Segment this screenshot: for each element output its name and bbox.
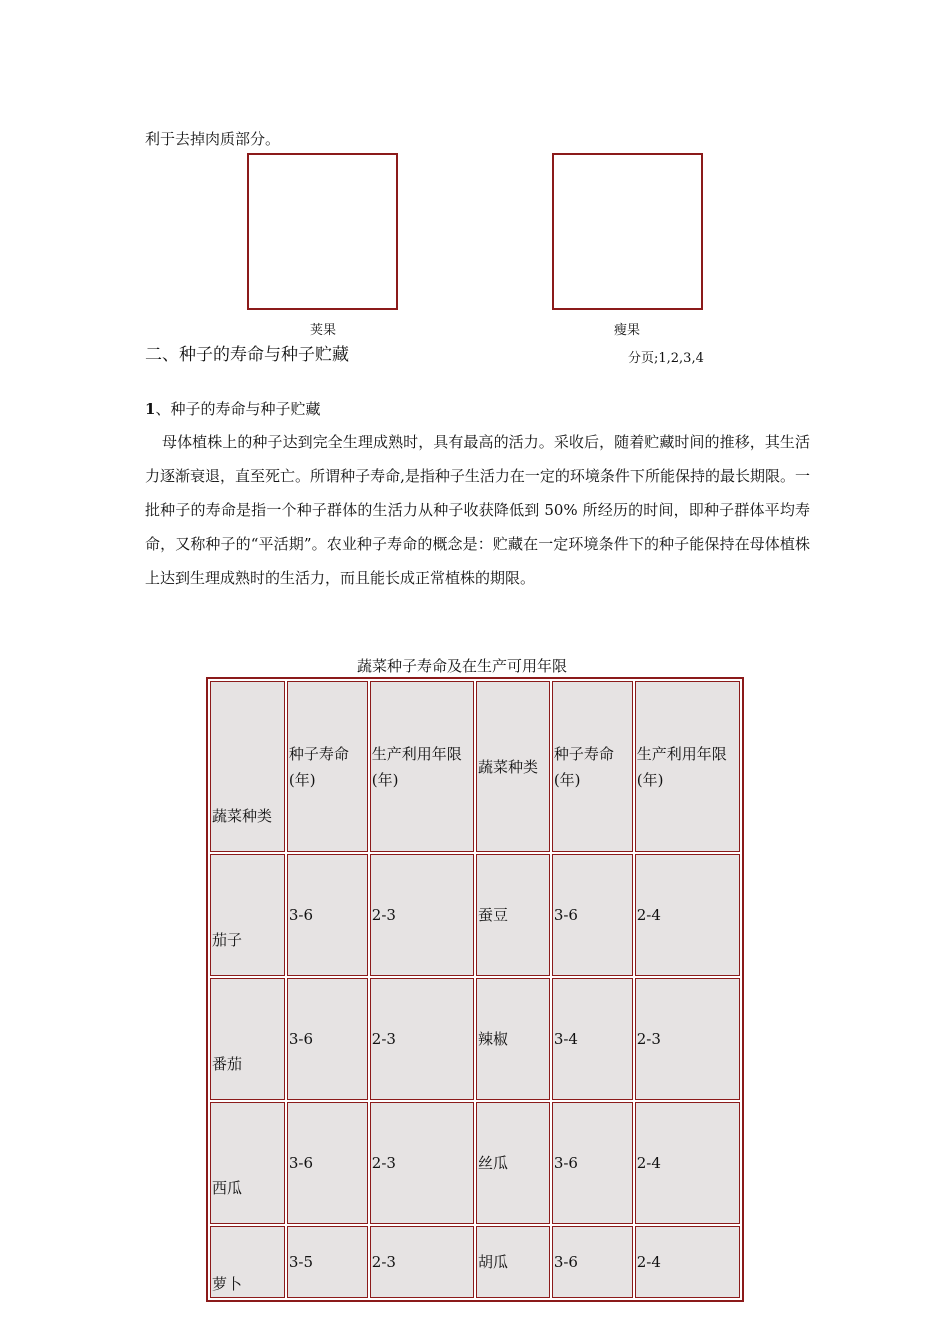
table-cell: 3-6 — [552, 1102, 633, 1224]
table-cell: 番茄 — [210, 978, 285, 1100]
table-cell: 2-3 — [635, 978, 740, 1100]
subheading-text: 、种子的寿命与种子贮藏 — [155, 400, 321, 418]
section-heading: 二、种子的寿命与种子贮藏 — [145, 345, 349, 365]
table-cell: 3-6 — [287, 978, 368, 1100]
table-cell: 胡瓜 — [476, 1226, 550, 1298]
subheading-number: 1 — [145, 400, 156, 418]
body-paragraph: 母体植株上的种子达到完全生理成熟时，具有最高的活力。采收后，随着贮藏时间的推移，其生活力逐渐衰退，直至死亡。所谓种子寿命,是指种子生活力在一定的环境条件下所能保持的最长期限。一批种子的寿命是指一个种子群体的生活力从种子收获降低到 50% 所经历的时间，即种子群体平均寿命，又称种子的“平活期”。农业种子寿命的概念是：贮藏在一定环境条件下的种子能保持在母体植株上达到生理成熟时的生活力，而且能长成正常植株的期限。 — [145, 433, 810, 587]
table-cell: 2-3 — [370, 978, 474, 1100]
figure-caption-achene: 瘦果 — [614, 323, 641, 338]
table-cell: 蚕豆 — [476, 854, 550, 976]
vegetable-seed-table — [206, 677, 744, 1302]
subheading — [145, 398, 320, 419]
table-cell: 2-3 — [370, 1226, 474, 1298]
table-cell: 辣椒 — [476, 978, 550, 1100]
table-row — [210, 1102, 740, 1224]
table-header-row — [210, 681, 740, 852]
page-note: 分页;1,2,3,4 — [628, 351, 704, 366]
table-cell: 3-4 — [552, 978, 633, 1100]
table-cell: 萝卜 — [210, 1226, 285, 1298]
header-cell: 蔬菜种类 — [476, 681, 550, 852]
table-cell: 茄子 — [210, 854, 285, 976]
table-cell: 2-4 — [635, 1102, 740, 1224]
table-title: 蔬菜种子寿命及在生产可用年限 — [357, 657, 568, 675]
table-cell: 3-6 — [552, 1226, 633, 1298]
table-cell: 3-5 — [287, 1226, 368, 1298]
table-row — [210, 978, 740, 1100]
figure-frame-achene — [552, 153, 703, 310]
table-cell: 2-4 — [635, 854, 740, 976]
table-cell: 3-6 — [287, 854, 368, 976]
table-cell: 2-3 — [370, 1102, 474, 1224]
table-row — [210, 1226, 740, 1298]
figure-caption-legume: 荚果 — [310, 323, 337, 338]
header-cell: 生产利用年限(年) — [635, 681, 740, 852]
table-cell: 2-3 — [370, 854, 474, 976]
header-cell: 生产利用年限(年) — [370, 681, 474, 852]
table-cell: 丝瓜 — [476, 1102, 550, 1224]
table-cell: 3-6 — [287, 1102, 368, 1224]
table-cell: 3-6 — [552, 854, 633, 976]
table-row — [210, 854, 740, 976]
table-cell: 2-4 — [635, 1226, 740, 1298]
header-cell: 种子寿命(年) — [287, 681, 368, 852]
header-cell: 种子寿命(年) — [552, 681, 633, 852]
table-cell: 西瓜 — [210, 1102, 285, 1224]
top-text: 利于去掉肉质部分。 — [145, 130, 281, 148]
figure-frame-legume — [247, 153, 398, 310]
header-cell: 蔬菜种类 — [210, 681, 285, 852]
